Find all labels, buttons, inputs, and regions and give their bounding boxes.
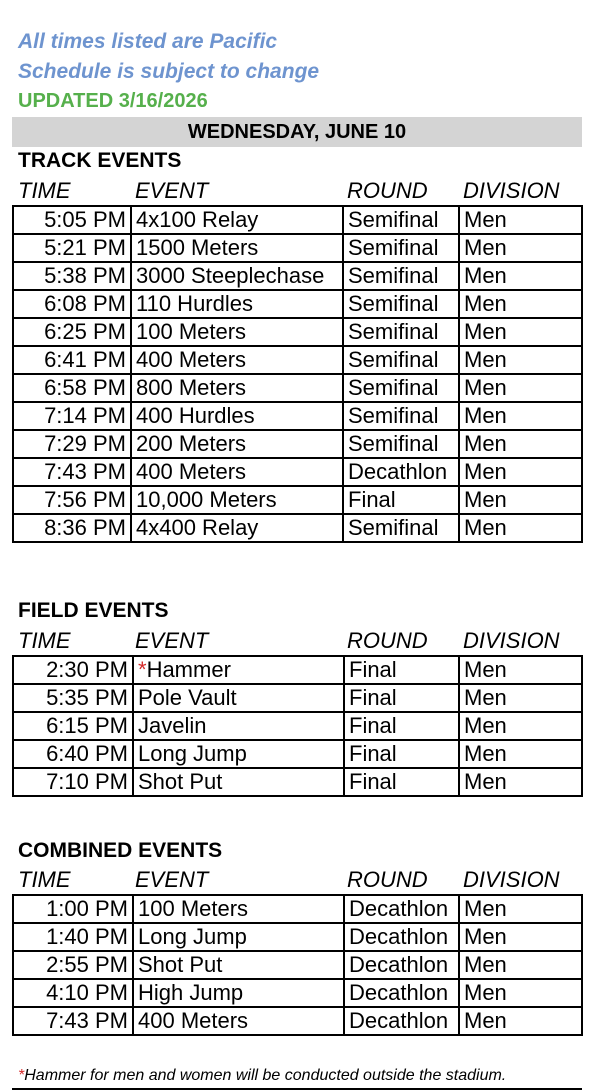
footnote — [18, 1064, 506, 1088]
table-row — [13, 206, 582, 234]
cell-event: 10,000 Meters — [131, 486, 343, 514]
footnote-text: Hammer for men and women will be conducted outside the stadium. — [24, 1067, 507, 1084]
table-row — [13, 979, 582, 1007]
table-row — [13, 895, 582, 923]
cell-division: Men — [459, 895, 582, 923]
cell-event: Long Jump — [133, 923, 344, 951]
cell-division: Men — [459, 684, 582, 712]
cell-time: 7:14 PM — [13, 402, 131, 430]
cell-round: Semifinal — [343, 374, 459, 402]
cell-round: Decathlon — [344, 1007, 459, 1035]
schedule-change-note: Schedule is subject to change — [18, 60, 320, 83]
cell-time: 6:58 PM — [13, 374, 131, 402]
cell-division: Men — [459, 206, 582, 234]
cell-division: Men — [459, 951, 582, 979]
footer-divider — [12, 1088, 582, 1090]
table-row — [13, 402, 582, 430]
col-time: TIME — [18, 628, 71, 653]
cell-time: 7:56 PM — [13, 486, 131, 514]
combined-events-table — [12, 894, 583, 1036]
table-row — [13, 234, 582, 262]
table-row — [13, 712, 582, 740]
cell-round: Semifinal — [343, 346, 459, 374]
cell-division: Men — [459, 1007, 582, 1035]
cell-round: Semifinal — [343, 318, 459, 346]
table-row — [13, 346, 582, 374]
cell-round: Semifinal — [343, 430, 459, 458]
track-events-title: TRACK EVENTS — [18, 149, 182, 172]
cell-event: 110 Hurdles — [131, 290, 343, 318]
table-row — [13, 318, 582, 346]
cell-division: Men — [459, 712, 582, 740]
cell-division: Men — [459, 923, 582, 951]
day-header: WEDNESDAY, JUNE 10 — [12, 117, 582, 147]
table-row — [13, 290, 582, 318]
cell-round: Decathlon — [344, 951, 459, 979]
cell-time: 5:21 PM — [13, 234, 131, 262]
cell-time: 7:10 PM — [13, 768, 133, 796]
cell-time: 6:25 PM — [13, 318, 131, 346]
table-row — [13, 458, 582, 486]
col-division: DIVISION — [463, 867, 560, 892]
cell-time: 8:36 PM — [13, 514, 131, 542]
asterisk-marker: * — [138, 657, 147, 682]
field-column-headers — [0, 626, 602, 656]
cell-time: 1:40 PM — [13, 923, 133, 951]
table-row — [13, 1007, 582, 1035]
cell-round: Final — [344, 684, 459, 712]
col-event: EVENT — [135, 628, 209, 653]
cell-round: Decathlon — [343, 458, 459, 486]
cell-round: Semifinal — [343, 402, 459, 430]
cell-round: Semifinal — [343, 290, 459, 318]
col-time: TIME — [18, 178, 71, 203]
cell-time: 7:29 PM — [13, 430, 131, 458]
cell-event: Javelin — [133, 712, 344, 740]
table-row — [13, 430, 582, 458]
cell-time: 2:30 PM — [13, 656, 133, 684]
cell-time: 5:05 PM — [13, 206, 131, 234]
cell-round: Decathlon — [344, 895, 459, 923]
cell-division: Men — [459, 486, 582, 514]
footnote-marker: * — [18, 1067, 25, 1084]
cell-round: Final — [344, 656, 459, 684]
col-event: EVENT — [135, 178, 209, 203]
cell-division: Men — [459, 234, 582, 262]
cell-division: Men — [459, 430, 582, 458]
cell-round: Final — [343, 486, 459, 514]
table-row — [13, 656, 582, 684]
cell-time: 2:55 PM — [13, 951, 133, 979]
updated-date: UPDATED 3/16/2026 — [18, 90, 208, 112]
table-row — [13, 514, 582, 542]
field-events-table — [12, 655, 583, 797]
track-events-table — [12, 205, 583, 543]
cell-time: 4:10 PM — [13, 979, 133, 1007]
cell-time: 7:43 PM — [13, 458, 131, 486]
table-row — [13, 262, 582, 290]
timezone-note: All times listed are Pacific — [18, 30, 278, 53]
track-column-headers — [0, 176, 602, 206]
table-row — [13, 374, 582, 402]
cell-round: Final — [344, 768, 459, 796]
cell-event: 400 Hurdles — [131, 402, 343, 430]
cell-event: Shot Put — [133, 768, 344, 796]
col-division: DIVISION — [463, 628, 560, 653]
cell-event: Pole Vault — [133, 684, 344, 712]
cell-division: Men — [459, 346, 582, 374]
col-round: ROUND — [347, 867, 428, 892]
cell-round: Semifinal — [343, 206, 459, 234]
cell-event — [133, 656, 344, 684]
cell-division: Men — [459, 374, 582, 402]
cell-event: 200 Meters — [131, 430, 343, 458]
cell-event: 400 Meters — [131, 346, 343, 374]
cell-event: Shot Put — [133, 951, 344, 979]
table-row — [13, 768, 582, 796]
cell-division: Men — [459, 514, 582, 542]
col-round: ROUND — [347, 178, 428, 203]
cell-time: 6:40 PM — [13, 740, 133, 768]
cell-division: Men — [459, 458, 582, 486]
cell-event: 400 Meters — [131, 458, 343, 486]
cell-time: 5:38 PM — [13, 262, 131, 290]
cell-event: 3000 Steeplechase — [131, 262, 343, 290]
cell-time: 5:35 PM — [13, 684, 133, 712]
cell-event: 4x100 Relay — [131, 206, 343, 234]
cell-time: 7:43 PM — [13, 1007, 133, 1035]
col-division: DIVISION — [463, 178, 560, 203]
field-events-title: FIELD EVENTS — [18, 599, 169, 622]
cell-time: 1:00 PM — [13, 895, 133, 923]
cell-round: Semifinal — [343, 262, 459, 290]
cell-time: 6:08 PM — [13, 290, 131, 318]
cell-time: 6:15 PM — [13, 712, 133, 740]
cell-round: Final — [344, 740, 459, 768]
cell-time: 6:41 PM — [13, 346, 131, 374]
cell-event: 1500 Meters — [131, 234, 343, 262]
cell-division: Men — [459, 318, 582, 346]
combined-column-headers — [0, 865, 602, 895]
cell-event: 100 Meters — [133, 895, 344, 923]
cell-event: 800 Meters — [131, 374, 343, 402]
cell-event: Long Jump — [133, 740, 344, 768]
cell-round: Decathlon — [344, 979, 459, 1007]
cell-division: Men — [459, 656, 582, 684]
cell-division: Men — [459, 979, 582, 1007]
cell-division: Men — [459, 768, 582, 796]
cell-round: Semifinal — [343, 234, 459, 262]
cell-round: Final — [344, 712, 459, 740]
table-row — [13, 486, 582, 514]
cell-round: Decathlon — [344, 923, 459, 951]
cell-division: Men — [459, 290, 582, 318]
table-row — [13, 923, 582, 951]
cell-division: Men — [459, 402, 582, 430]
col-event: EVENT — [135, 867, 209, 892]
col-round: ROUND — [347, 628, 428, 653]
cell-event: 100 Meters — [131, 318, 343, 346]
table-row — [13, 684, 582, 712]
combined-events-title: COMBINED EVENTS — [18, 839, 223, 862]
cell-event: High Jump — [133, 979, 344, 1007]
cell-round: Semifinal — [343, 514, 459, 542]
event-name: Hammer — [146, 657, 231, 682]
cell-division: Men — [459, 262, 582, 290]
col-time: TIME — [18, 867, 71, 892]
table-row — [13, 740, 582, 768]
cell-event: 400 Meters — [133, 1007, 344, 1035]
cell-event: 4x400 Relay — [131, 514, 343, 542]
table-row — [13, 951, 582, 979]
cell-division: Men — [459, 740, 582, 768]
